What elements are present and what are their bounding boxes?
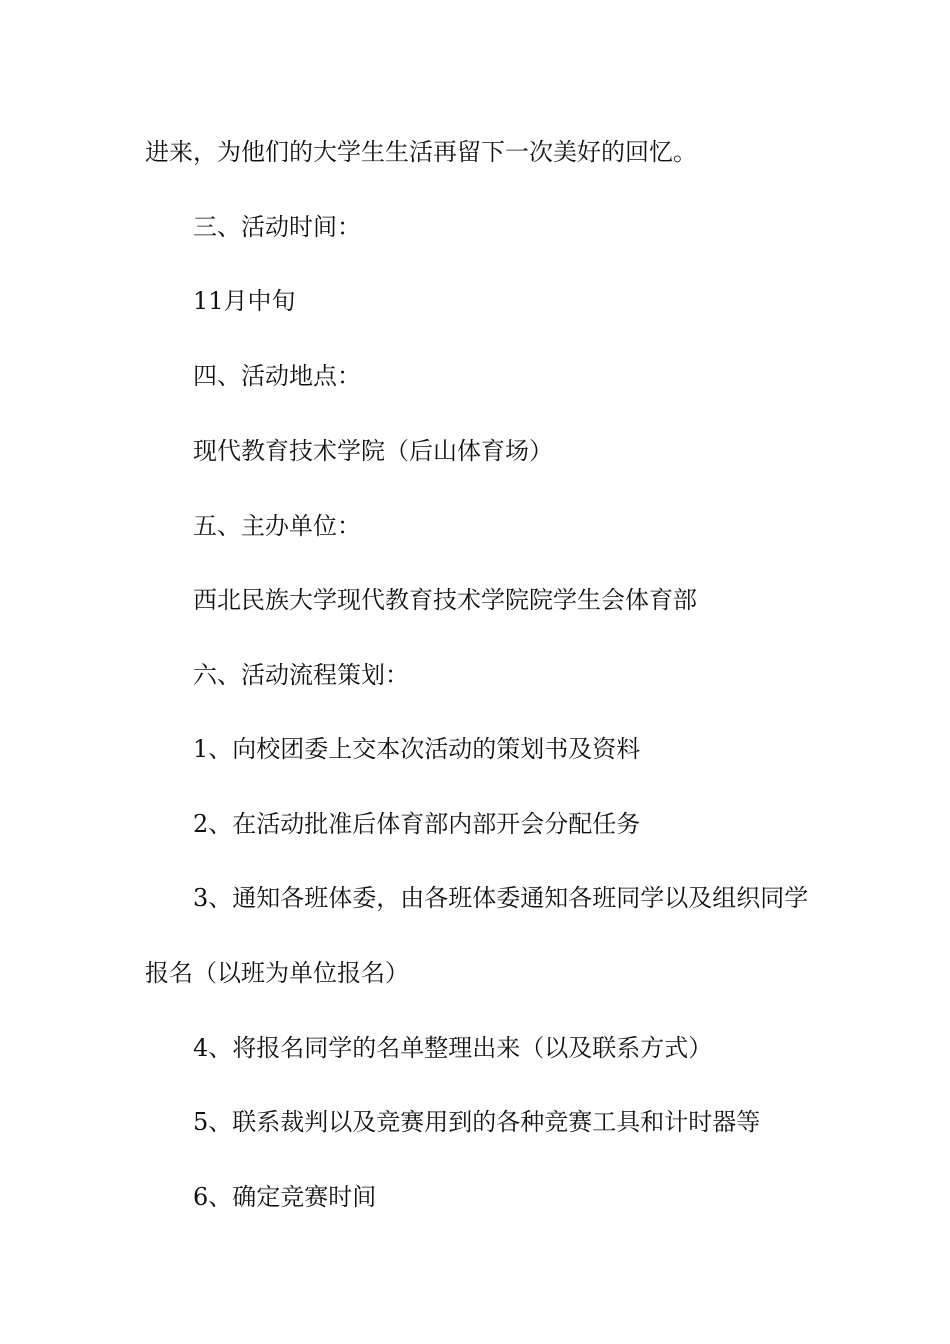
- paragraph-continuation: 进来，为他们的大学生生活再留下一次美好的回忆。: [145, 138, 697, 166]
- process-step-6: 6、确定竞赛时间: [193, 1183, 377, 1211]
- process-step-4: 4、将报名同学的名单整理出来（以及联系方式）: [193, 1034, 713, 1062]
- process-step-3-continuation: 报名（以班为单位报名）: [145, 959, 409, 987]
- heading-activity-location: 四、活动地点：: [193, 362, 361, 390]
- process-step-3: 3、通知各班体委，由各班体委通知各班同学以及组织同学: [193, 884, 809, 912]
- organizer-value: 西北民族大学现代教育技术学院院学生会体育部: [193, 586, 697, 614]
- process-step-2: 2、在活动批准后体育部内部开会分配任务: [193, 810, 641, 838]
- activity-time-value: 11月中旬: [193, 287, 296, 315]
- heading-organizer: 五、主办单位：: [193, 512, 361, 540]
- process-step-5: 5、联系裁判以及竞赛用到的各种竞赛工具和计时器等: [193, 1108, 761, 1136]
- heading-activity-time: 三、活动时间：: [193, 213, 361, 241]
- heading-activity-process: 六、活动流程策划：: [193, 661, 409, 689]
- process-step-1: 1、向校团委上交本次活动的策划书及资料: [193, 735, 641, 763]
- activity-location-value: 现代教育技术学院（后山体育场）: [193, 437, 553, 465]
